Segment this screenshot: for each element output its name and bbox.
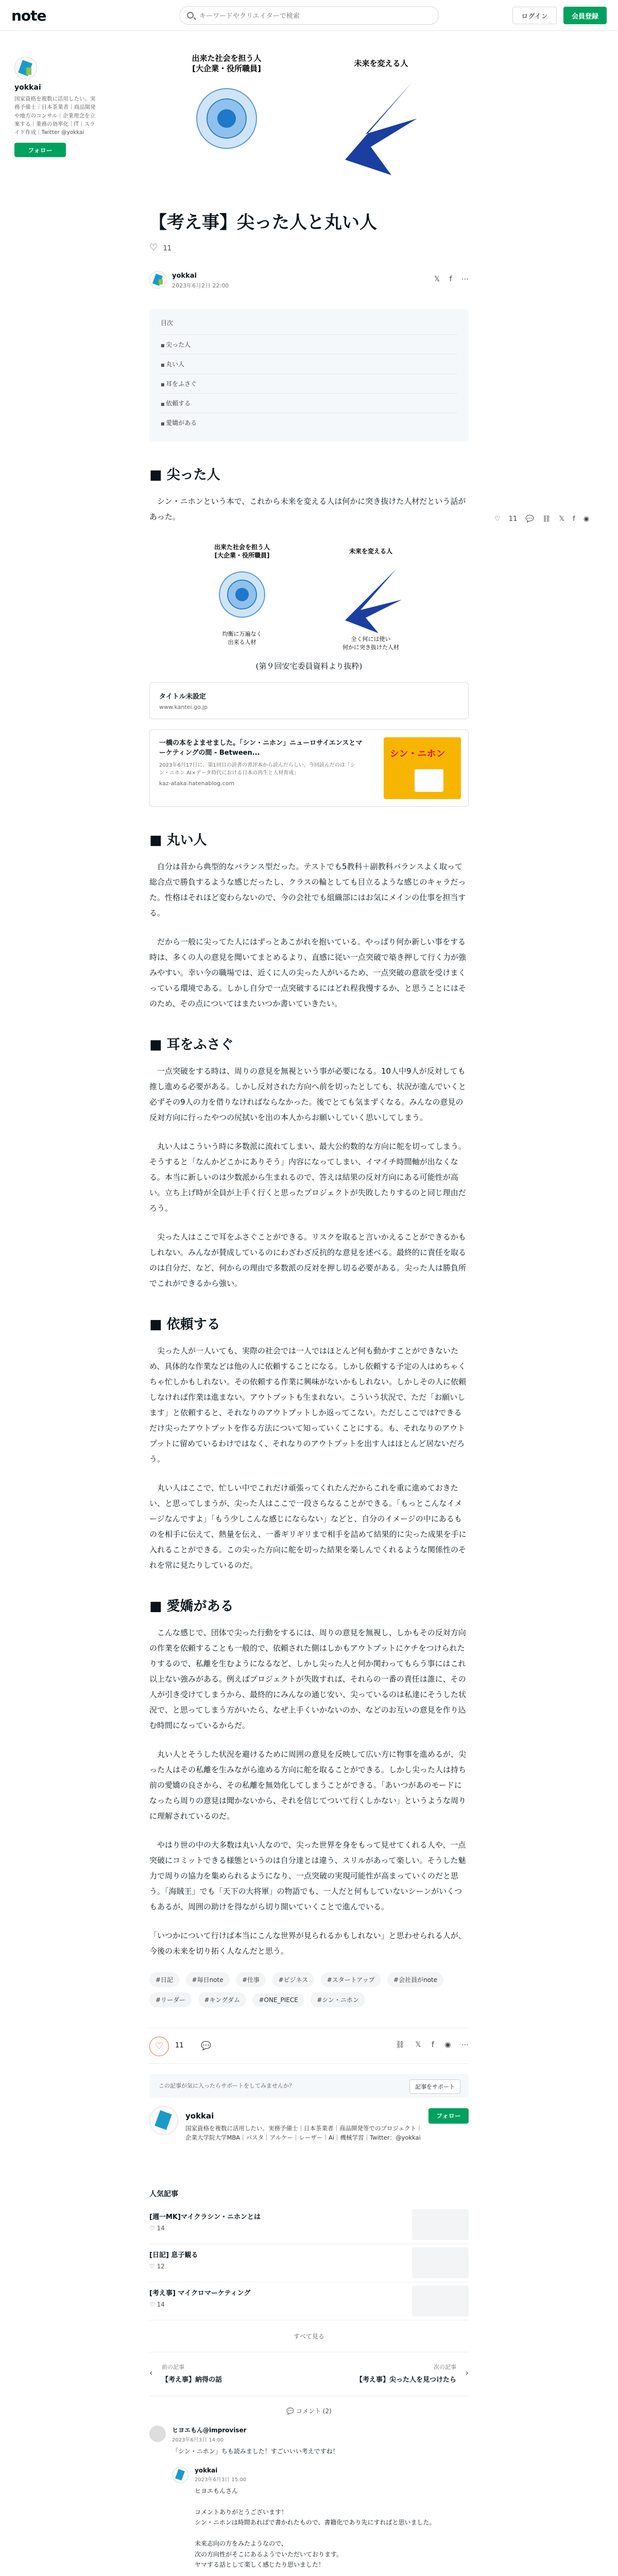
float-comment-icon[interactable]: 💬: [525, 515, 534, 523]
link-card-blog[interactable]: [149, 730, 469, 807]
fig-left-cap-2: 出来る人材: [228, 638, 256, 646]
section-heading-request: ■ 依頼する: [149, 1316, 220, 1332]
closing-paragraph: 「いつかについて行けば本当にこんな世界が見られるかもしれない」と思わせられる人が、今後の未来を切り拓く人なんだと思う。: [149, 1930, 466, 1956]
fig-right-cap-2: 何かに突き抜けた人材: [342, 643, 399, 651]
fig-left-cap-1: 均衡に万遍なく: [222, 630, 262, 637]
login-button[interactable]: ログイン: [512, 7, 557, 24]
next-article-link[interactable]: [302, 2363, 456, 2384]
see-all-link[interactable]: すべて見る: [294, 2332, 324, 2340]
like-count: 11: [175, 2041, 184, 2049]
popular-item-like-count: 14: [157, 2224, 165, 2232]
fig-left-title-2: [大企業・役所職員]: [214, 551, 270, 559]
float-like-count: 11: [508, 515, 518, 523]
toc-item[interactable]: ■ 依頼する: [161, 393, 457, 413]
support-button[interactable]: 記事をサポート: [409, 2079, 460, 2094]
next-label: 次の記事: [434, 2363, 456, 2370]
commenter-avatar[interactable]: [172, 2467, 188, 2483]
main-column: [149, 31, 469, 2576]
toc-item[interactable]: ■ 耳をふさぐ: [161, 374, 457, 393]
next-title: 【考え事】尖った人を見つけたら: [355, 2376, 456, 2384]
hashtag[interactable]: #リーダー: [149, 1992, 192, 2007]
like-row: [149, 242, 469, 263]
section-heading-request-text: 依頼する: [166, 1316, 220, 1332]
commenter-name[interactable]: ヒヨエもん@improviser: [172, 2426, 247, 2434]
float-x-icon[interactable]: 𝕏: [559, 515, 564, 523]
paragraph: 尖った人はここで耳をふさぐことができる。リスクを取ると言いかえることができるかもしれない。みんなが賛成しているのにわざわざ反抗的な意見を述べる。最終的に責任を取るのは自分だ、など、何からの理由で多数派の反対を押し切る必要がある。尖った人は勝負所でこれができるから強い。: [149, 1232, 467, 1288]
toc-item[interactable]: ■ 愛嬌がある: [161, 413, 457, 432]
fig-right-title: 未来を変える人: [349, 547, 393, 555]
float-link-icon[interactable]: ⛓: [542, 515, 551, 523]
hero-spike-shape: [345, 82, 417, 175]
share-actions: [387, 2041, 469, 2049]
comment-text: ヒヨエもんさん コメントありがとうございます！ シン・ニホンは時間あればで書かれたもので、書籍化であり先にすればと思いました。 未来志向の方をみたようなので、 次の方向性がそこにあるようでいただいております。 ヤマする話として楽しく感じたり思いました！: [195, 2487, 436, 2569]
book-thumbnail: [384, 737, 461, 799]
section-heading-ears: ■ 耳をふさぐ: [149, 1037, 234, 1053]
hero-image: [149, 31, 469, 196]
article-title: 【考え事】尖った人と丸い人: [149, 212, 377, 233]
profile-avatar[interactable]: [149, 2106, 178, 2135]
creator-name[interactable]: yokkai: [14, 83, 41, 92]
more-share-icon[interactable]: ⋯: [461, 275, 469, 283]
section-heading-round-text: 丸い人: [166, 832, 207, 848]
author-profile-card: [149, 2106, 469, 2183]
facebook-share-icon[interactable]: f: [449, 275, 452, 283]
paragraph: 自分は昔から典型的なバランス型だった。テストでも5教科＋副教科バランスよく取って総合点で勝負するような感じだったし、クラスの輪としても目立るような感じのキャラだった。性格はそれほど変わらないので、今の会社でも組織部にはお気にメインの仕事を担当する。: [149, 861, 466, 918]
profile-follow-button[interactable]: フォロー: [428, 2108, 469, 2124]
creator-avatar[interactable]: [14, 57, 37, 79]
popular-item-like-count: 14: [157, 2300, 165, 2308]
chevron-right-icon[interactable]: ›: [465, 2367, 469, 2378]
commenter-name[interactable]: yokkai: [195, 2467, 218, 2475]
author-avatar[interactable]: [149, 271, 167, 289]
paragraph: 丸い人はここで、忙しい中でこれだけ頑張ってくれたんだからこれを重に進めておきたい、と思ってしまうが、尖った人はここで一段さらなることができる。「もっとこんなイメージなんですよ」「もう少しこんな感じにならない」などと、自分のイメージの中にあるものを相手に伝えて、熱量を伝え、一番ギリギリまで相手を詰めて結果的に尖った成果を手に入れることができる。この尖った方向に舵を切った結果を楽しんでくれるような関係性のそれを常に見たりしているのだ。: [149, 1483, 467, 1570]
author-name[interactable]: yokkai: [172, 272, 197, 280]
hashtag[interactable]: #毎日note: [186, 1972, 230, 1987]
comments-heading-text: コメント (2): [296, 2407, 332, 2415]
commenter-avatar[interactable]: [149, 2426, 166, 2442]
toc-title: 目次: [161, 319, 174, 327]
popular-item-title: [週一MK]マイクラシン・ニホンとは: [149, 2213, 261, 2221]
fig-spike-shape: [345, 569, 402, 633]
popular-heading: 人気記事: [149, 2190, 178, 2198]
publish-date: 2023年6月2日 22:00: [172, 282, 229, 289]
paragraph: 丸い人とそうした状況を避けるために周囲の意見を反映して広い方に物事を進めるが、尖った人はその私離を生みながら進める方向に舵を取ることができる。しかし尖った人は持ち前の愛嬌の良さから、その私離を無効化してしまうことができる。「あいつがあのモードになったら周りの意見は聞かないから、それを信じてついて行くしかない」というような周りに理解されているのだ。: [149, 1749, 467, 1821]
popular-item-thumbnail: [412, 2209, 469, 2240]
hashtag[interactable]: #スタートアップ: [321, 1972, 381, 1987]
hashtag[interactable]: #シン・ニホン: [311, 1992, 365, 2007]
x-share-icon[interactable]: 𝕏: [415, 2040, 421, 2049]
paragraph: 尖った人が一人いても、実際の社会では一人ではほとんど何も動かすことができないため、具体的な作業などは他の人に依頼することになる。しかし依頼する予定の人はめちゃくちゃ忙しかもしれない。その依頼する作業に興味がないかもしれない。しかしその人に依頼しなければ作業は進まない。アウトプットも生まれない。こういう状況で、ただ「お願いします」と依頼すると、それなりのアウトプットしか返ってこない。ただしここでは?できるだけ尖ったアウトプットを作る方法について知っていくことにする。も、それなりのアウトプットに留めているわけではなく、それなりのアウトプットを出す人はほとんど居ないだろう。: [149, 1346, 467, 1464]
floating-action-bar: [494, 515, 595, 523]
creator-sidebar: [14, 57, 97, 157]
figure-caption: (第９回安宅委員資料より抜粋): [255, 661, 363, 671]
hero-inner-circle: [217, 109, 236, 128]
table-of-contents: [149, 309, 469, 442]
prev-next-nav: [149, 2352, 469, 2396]
toc-item[interactable]: ■ 尖った人: [161, 334, 457, 354]
search-box[interactable]: [179, 6, 439, 25]
hero-left-title-2: [大企業・役所職員]: [192, 64, 261, 73]
author-row: [149, 268, 469, 295]
float-line-icon[interactable]: ◉: [583, 515, 590, 523]
prev-article-link[interactable]: [162, 2363, 316, 2384]
line-share-icon[interactable]: ◉: [444, 2040, 451, 2049]
section-heading-sharp: ■ 尖った人: [149, 467, 220, 483]
popular-item-likes: ♡ 14: [149, 2224, 165, 2232]
chevron-left-icon[interactable]: ‹: [149, 2367, 153, 2378]
section-heading-charm: ■ 愛嬌がある: [149, 1598, 234, 1614]
creator-bio: 国家資格を複数に活用したい。実務予備士｜日本茶業者｜商品開発や地方のコンサル｜企業理念を立案する｜業務の効率化｜IT｜スライド作成｜Twitter @yokkai: [14, 96, 96, 136]
support-box: [149, 2074, 469, 2098]
book-thumbnail-title: シン・ニホン: [390, 748, 445, 759]
hero-illustration: [149, 31, 469, 196]
popular-item-thumbnail: [412, 2247, 469, 2278]
profile-name[interactable]: yokkai: [185, 2111, 214, 2121]
section-heading-ears-text: 耳をふさぐ: [166, 1037, 234, 1053]
comment-text: 「シン・ニホン」ちも読みました！すごいいい考えですね！: [172, 2447, 339, 2455]
paragraph: こんな感じで、団体で尖った行動をするには、周りの意見を無視し、しかもその反対方向の作業を依頼することも一般的で、依頼された側はしかもアウトプットにケチをつけられたりするので、私離を生むようになるなど、しかし尖った人と何か関わってもらう事にはこれ以上ない強みがある。例えばプロジェクトが失敗すれば、それらの一番の責任は誰に、その人が引き受けてしまうから、最終的にみんなの通じ安い、尖っているのは私達にそうした状況で、と思ってしまう方がいたら、なぜ上手くいかないのか、などのお互いの意見を作り込む時間になっているからだ。: [149, 1628, 467, 1730]
popular-item-title: [考え事] マイクロマーケティング: [149, 2289, 251, 2297]
prev-label: 前の記事: [162, 2363, 184, 2370]
comment-date: 2023年6月3日 14:00: [172, 2437, 224, 2443]
comments-heading: 💬 コメント (2): [286, 2407, 332, 2415]
comment-icon[interactable]: 💬: [201, 2040, 211, 2050]
like-button-heart-icon[interactable]: ♡: [149, 2037, 169, 2056]
note-logo[interactable]: note: [11, 7, 46, 24]
top-header: [0, 0, 618, 31]
heart-icon[interactable]: ♡: [149, 242, 158, 253]
comparison-illustration: [180, 538, 438, 656]
fig-left-title-1: 出来た社会を担う人: [214, 543, 270, 551]
popular-item[interactable]: [149, 2282, 469, 2320]
hero-right-title: 未来を変える人: [354, 59, 408, 68]
float-facebook-icon[interactable]: f: [573, 515, 575, 523]
section-heading-charm-text: 愛嬌がある: [166, 1598, 234, 1614]
popular-item-thumbnail: [412, 2285, 469, 2316]
fig-right-cap-1: 全く何には使い: [351, 635, 391, 642]
hashtag[interactable]: #ビジネス: [272, 1972, 315, 1987]
book-thumbnail-panel: [415, 769, 443, 792]
article-action-bar: [149, 2028, 469, 2064]
comparison-figure: [180, 538, 438, 672]
float-heart-icon[interactable]: ♡: [494, 515, 501, 523]
paragraph: 一点突破をする時は、周りの意見を無視という事が必要になる。10人中9人が反対しても推し進める必要がある。しかし反対された方向へ前を切ったとしても、状況が進んでいくと必ずその9人の力を借りなければならなかった。後でとても気まずくなる。みんなの意見の反対方向に行ったやつの尻拭いを出の本人からお願いしていく思いしてしまう。: [149, 1066, 467, 1122]
comment-date: 2023年6月3日 15:00: [195, 2477, 247, 2483]
fig-inner-circle: [235, 588, 249, 601]
hero-left-title-1: 出来た社会を担う人: [192, 54, 262, 63]
link-copy-icon[interactable]: ⛓: [395, 2040, 405, 2049]
paragraph: シン・ニホンという本で、これから未来を変える人は何かに突き抜けた人材だという話があった。: [149, 496, 466, 521]
support-label: この記事が気に入ったらサポートをしてみませんか？: [159, 2082, 295, 2089]
share-icons: [427, 275, 469, 283]
prev-title: 【考え事】納得の話: [162, 2376, 222, 2384]
paragraph: 丸い人はこういう時に多数派に流れてしまい、最大公約数的な方向に舵を切ってしまう。そうすると「なんかどこかにありそう」内容になってしまい、イマイチ時間軸が出なくなる。本当に新しいのは少数派から生まれるので、答えは結果の反対方向にある可能性が高い。立ち上げ時が全員が上手く行くと思ったプロジェクトが失敗したりするのと同じ理由だろう。: [149, 1141, 467, 1213]
x-share-icon[interactable]: 𝕏: [434, 275, 440, 283]
hashtag[interactable]: #キングダム: [198, 1992, 246, 2007]
popular-articles: [149, 2189, 469, 2341]
link-card-title: 一橋の本をよませました。「シン・ニホン」ニューロサイエンスとマーケティングの間 - Between...: [159, 739, 363, 757]
signup-button[interactable]: 会員登録: [563, 7, 607, 24]
popular-item[interactable]: [149, 2206, 469, 2244]
search-input[interactable]: [199, 11, 426, 21]
comment-reply: [172, 2467, 469, 2570]
link-card-kantei[interactable]: [149, 682, 469, 719]
popular-item-likes: ♡ 14: [149, 2300, 165, 2308]
search-icon: [187, 12, 194, 19]
section-heading-sharp-text: 尖った人: [166, 467, 220, 483]
hashtag[interactable]: #日記: [149, 1972, 179, 1987]
creator-follow-button[interactable]: フォロー: [14, 143, 66, 157]
like-count: 11: [163, 244, 172, 252]
facebook-share-icon[interactable]: f: [431, 2040, 434, 2049]
hashtag[interactable]: #会社員がnote: [387, 1972, 443, 1987]
popular-item[interactable]: [149, 2244, 469, 2282]
section-heading-round: ■ 丸い人: [149, 832, 207, 848]
hashtag[interactable]: #仕事: [236, 1972, 266, 1987]
hashtag[interactable]: #ONE_PIECE: [252, 1993, 304, 2007]
paragraph: やはり世の中の大多数は丸い人なので、尖った世界を身をもって見せてくれる人や、一点突破にコミットできる様態というのは自分達とは違う、スリルがあって楽しい。そうした魅力で周りの協力を集められるようになり、一点突破の実現可能性が高まっていくのだと思う。「海賊王」でも「天下の大将軍」の物語でも、一人だと何もしていないシーンがいくつもあるが、周囲の助けを得ながら切り開いていくことで進んでいる。: [149, 1840, 466, 1911]
comment: [149, 2426, 469, 2456]
popular-item-like-count: 12: [157, 2262, 165, 2270]
link-card-url: kaz-ataka.hatenablog.com: [159, 779, 235, 787]
tag-list: [149, 1972, 469, 2012]
profile-bio: 国家資格を複数に活用したい。実務予備士｜日本茶業者｜商品開発等でのプロジェクト｜企業大学院大学MBA｜パスタ｜アルケー｜レーザー｜Ai｜機械学習｜Twitter：@yokkai: [185, 2124, 422, 2142]
popular-item-likes: ♡ 12: [149, 2262, 165, 2270]
link-card-url: www.kantei.go.jp: [159, 703, 208, 710]
toc-item[interactable]: ■ 丸い人: [161, 354, 457, 374]
more-menu-icon[interactable]: ⋯: [461, 2040, 469, 2049]
link-card-title: タイトル未設定: [159, 692, 206, 701]
paragraph: だから一般に尖ってた人にはずっとあこがれを抱いている。やっぱり何か新しい事をする時は、多くの人の意見を聞いてまとめるより、直感に従い一点突破で築き押して行く力が強みやすい。幸い今の職場では、近くに人の尖った人がいるため、一点突破の意欲を受けまくっている環境である。しかし自分で一点突破するにはどれ程我慢するか、と思うことにはそのため、その点についてはまたいつか書いていきたい。: [149, 937, 467, 1008]
link-card-description: 2023年6月17日に、第1回目の読書の書評本から読んだらしい。今回読んだのは「シン・ニホン AI×データ時代における日本の再生と人材育成」: [159, 762, 355, 776]
popular-item-title: [日記] 息子観る: [149, 2251, 198, 2259]
